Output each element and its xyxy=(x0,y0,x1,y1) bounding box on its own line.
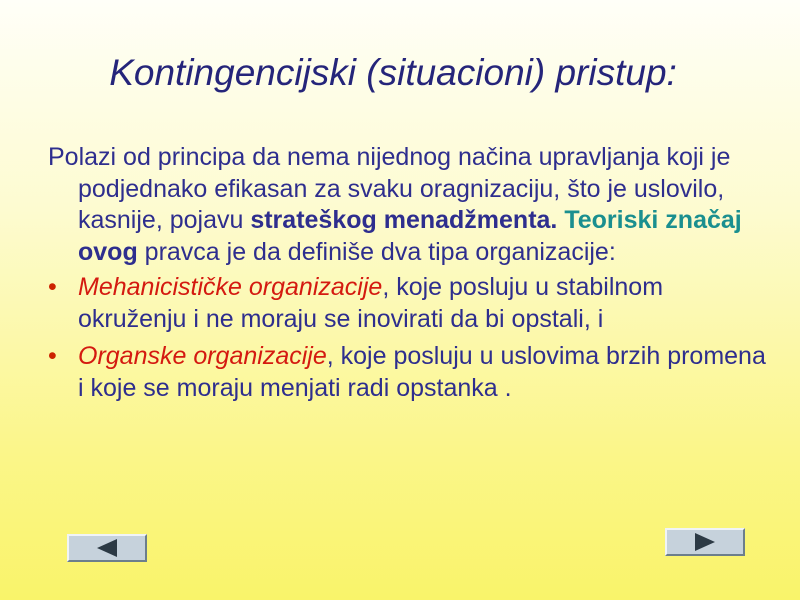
bullet-term: Organske organizacije xyxy=(78,342,327,370)
bullet-text: , koje posluju u uslovima brzih promena i koje se moraju menjati radi opstanka . xyxy=(78,342,766,402)
bullet-marker: • xyxy=(48,273,57,301)
bullet-item-organic xyxy=(48,341,778,404)
intro-bold-word: ovog xyxy=(78,237,138,266)
slide-body xyxy=(48,142,778,404)
bullet-text: , koje posluju u stabilnom okruženju i ne moraju se inovirati da bi opstali, i xyxy=(78,273,664,333)
intro-paragraph xyxy=(48,142,778,268)
slide-title: Kontingencijski (situacioni) pristup: xyxy=(109,52,677,93)
intro-text: Polazi od principa da nema nijednog načina upravljanja koji je podjednako efikasan za svaku oragnizaciju, što je uslovilo, kasnije, pojavu xyxy=(48,143,731,234)
next-slide-button[interactable] xyxy=(665,528,745,556)
arrow-left-icon xyxy=(97,539,117,557)
bullet-marker: • xyxy=(48,342,57,370)
bullet-term: Mehanicističke organizacije xyxy=(78,273,383,301)
intro-bold-term: strateškog menadžmenta. xyxy=(250,206,558,234)
intro-teal-phrase: Teoriski značaj xyxy=(564,206,742,234)
prev-slide-button[interactable] xyxy=(67,534,147,562)
bullet-item-mechanistic xyxy=(48,272,778,335)
arrow-right-icon xyxy=(695,533,715,551)
intro-text-end: pravca je da definiše dva tipa organizacije: xyxy=(137,237,616,266)
